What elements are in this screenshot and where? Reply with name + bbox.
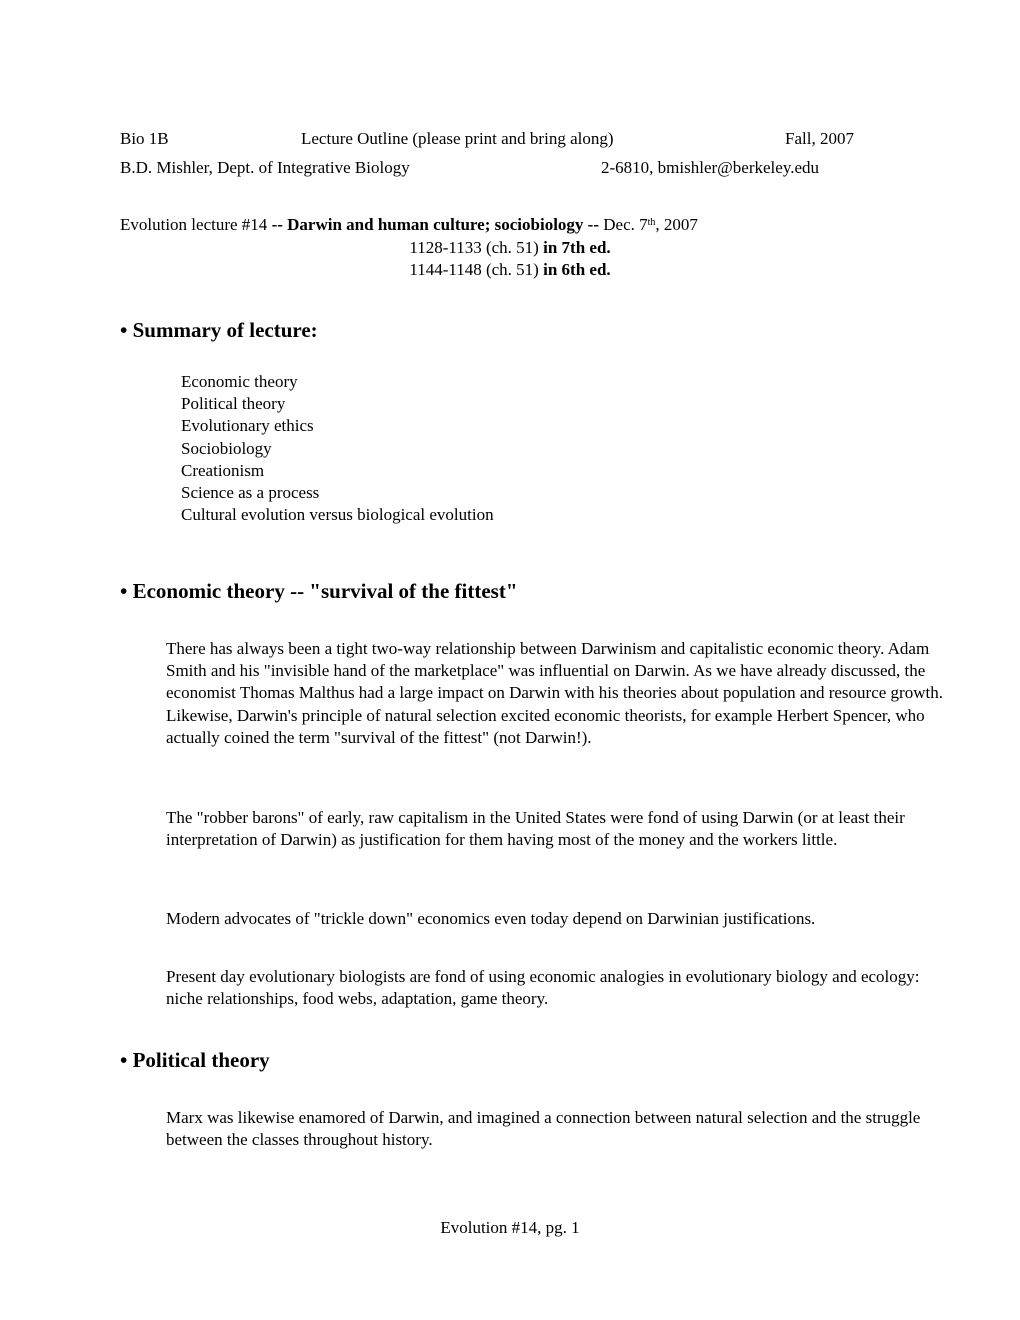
reading-ref-7th: [0, 237, 1020, 259]
document-type: Lecture Outline (please print and bring along): [301, 129, 614, 148]
instructor: B.D. Mishler, Dept. of Integrative Biology: [120, 158, 410, 177]
topic-item: Political theory: [181, 394, 286, 414]
topic-item: Science as a process: [181, 483, 320, 503]
topic-item: Cultural evolution versus biological evolution: [181, 505, 494, 525]
page-footer: Evolution #14, pg. 1: [440, 1218, 580, 1237]
political-theory-heading: • Political theory: [120, 1048, 270, 1072]
lecture-date: Dec. 7: [599, 215, 648, 234]
economic-paragraph: Modern advocates of "trickle down" economics even today depend on Darwinian justifications.: [166, 909, 816, 928]
economic-paragraph: The "robber barons" of early, raw capitalism in the United States were fond of using Darwin (or at least their interpretation of Darwin) as justification for them having most of the money and the workers little.: [166, 808, 905, 850]
reading-ref-6th: [0, 259, 1020, 281]
contact-info: 2-6810, bmishler@berkeley.edu: [601, 158, 820, 177]
summary-heading: • Summary of lecture:: [120, 318, 318, 342]
reading-edition-7th: in 7th ed.: [538, 238, 611, 257]
political-paragraph: Marx was likewise enamored of Darwin, and imagined a connection between natural selection and the struggle between the classes throughout history.: [166, 1108, 921, 1150]
lecture-year: , 2007: [655, 215, 698, 234]
lecture-date-suffix: th: [647, 217, 656, 228]
course-code: Bio 1B: [120, 129, 169, 148]
economic-theory-heading: • Economic theory -- "survival of the fittest": [120, 579, 518, 603]
reading-pages-6th: 1144-1148 (ch. 51): [409, 260, 539, 279]
lecture-title-line: [120, 214, 698, 236]
topic-item: Sociobiology: [181, 438, 272, 458]
term: Fall, 2007: [785, 129, 854, 148]
topic-item: Evolutionary ethics: [181, 416, 314, 436]
summary-topic-list: [181, 371, 494, 526]
economic-paragraph: Present day evolutionary biologists are fond of using economic analogies in evolutionary biology and ecology: niche relationships, food webs, adaptation, game theory.: [166, 967, 920, 1009]
topic-item: Economic theory: [181, 372, 298, 391]
lecture-prefix: Evolution lecture #14: [120, 215, 272, 234]
reading-edition-6th: in 6th ed.: [538, 260, 611, 279]
reading-pages-7th: 1128-1133 (ch. 51): [409, 238, 539, 257]
topic-item: Creationism: [181, 460, 265, 480]
economic-paragraph: There has always been a tight two-way relationship between Darwinism and capitalistic economic theory. Adam Smith and his "invisible hand of the marketplace" was influential on Darwin. As we have already discussed, the economist Thomas Malthus had a large impact on Darwin with his theories about population and resource growth. Likewise, Darwin's principle of natural selection excited economic theorists, for example Herbert Spencer, who actually coined the term "survival of the fittest" (not Darwin!).: [166, 639, 943, 747]
lecture-title: -- Darwin and human culture; sociobiology --: [271, 215, 599, 234]
